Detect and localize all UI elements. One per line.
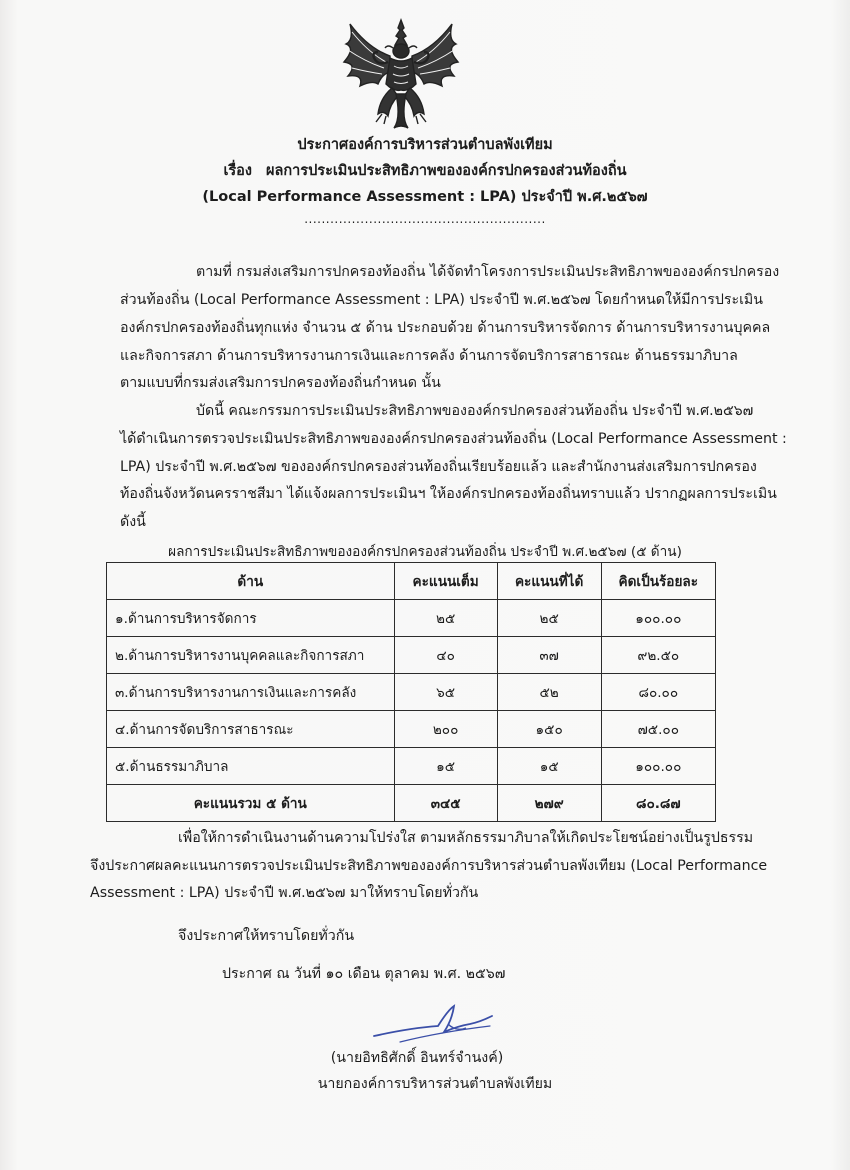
- percent-cell: ๗๕.๐๐: [601, 711, 715, 748]
- paragraph-line: เพื่อให้การดำเนินงานด้านความโปร่งใส ตามหลักธรรมาภิบาลให้เกิดประโยชน์อย่างเป็นรูปธรรม: [178, 830, 754, 846]
- header-full-score: คะแนนเต็ม: [394, 563, 497, 600]
- paragraph-line: ได้ดำเนินการตรวจประเมินประสิทธิภาพขององค์กรปกครองส่วนท้องถิ่น (Local Performance Assessment :: [120, 431, 787, 447]
- full-score-cell: ๒๕: [394, 600, 497, 637]
- total-label-cell: คะแนนรวม ๕ ด้าน: [107, 785, 395, 822]
- area-cell: ๓.ด้านการบริหารงานการเงินและการคลัง: [107, 674, 395, 711]
- area-cell: ๕.ด้านธรรมาภิบาล: [107, 748, 395, 785]
- table-row: [107, 600, 716, 637]
- table-row: [107, 637, 716, 674]
- subject-label: เรื่อง: [223, 163, 252, 179]
- full-score-cell: ๑๕: [394, 748, 497, 785]
- header-percent: คิดเป็นร้อยละ: [601, 563, 715, 600]
- total-percent-cell: ๘๐.๘๗: [601, 785, 715, 822]
- table-header-row: [107, 563, 716, 600]
- full-score-cell: ๔๐: [394, 637, 497, 674]
- paragraph-line: บัดนี้ คณะกรรมการประเมินประสิทธิภาพขององค์กรปกครองส่วนท้องถิ่น ประจำปี พ.ศ.๒๕๖๗: [196, 403, 754, 419]
- percent-cell: ๘๐.๐๐: [601, 674, 715, 711]
- announce-line: จึงประกาศให้ทราบโดยทั่วกัน: [178, 928, 355, 944]
- paragraph-line: ท้องถิ่นจังหวัดนครราชสีมา ได้แจ้งผลการประเมินฯ ให้องค์กรปกครองท้องถิ่นทราบแล้ว ปรากฏผลการประเมิน: [120, 486, 777, 502]
- paragraph-line: ดังนี้: [120, 514, 146, 530]
- score-cell: ๒๕: [497, 600, 601, 637]
- table-total-row: [107, 785, 716, 822]
- date-line: ประกาศ ณ วันที่ ๑๐ เดือน ตุลาคม พ.ศ. ๒๕๖๗: [222, 966, 506, 982]
- garuda-emblem: [338, 18, 464, 130]
- assessment-table: [106, 562, 716, 822]
- area-cell: ๔.ด้านการจัดบริการสาธารณะ: [107, 711, 395, 748]
- announcement-subject: [0, 159, 850, 182]
- paragraph-line: Assessment : LPA) ประจำปี พ.ศ.๒๕๖๗ มาให้ทราบโดยทั่วกัน: [90, 885, 479, 901]
- separator: ........................................................: [304, 212, 546, 226]
- paragraph-line: ตามแบบที่กรมส่งเสริมการปกครองท้องถิ่นกำหนด นั้น: [120, 375, 441, 391]
- paragraph-line: ตามที่ กรมส่งเสริมการปกครองท้องถิ่น ได้จัดทำโครงการประเมินประสิทธิภาพขององค์กรปกครอง: [196, 264, 780, 280]
- area-cell: ๒.ด้านการบริหารงานบุคคลและกิจการสภา: [107, 637, 395, 674]
- score-cell: ๑๕๐: [497, 711, 601, 748]
- paragraph-line: ส่วนท้องถิ่น (Local Performance Assessment : LPA) ประจำปี พ.ศ.๒๕๖๗ โดยกำหนดให้มีการประเมิน: [120, 292, 763, 308]
- paragraph-line: จึงประกาศผลคะแนนการตรวจประเมินประสิทธิภาพขององค์การบริหารส่วนตำบลพังเทียม (Local Performance: [90, 858, 768, 874]
- announcement-title: ประกาศองค์การบริหารส่วนตำบลพังเทียม: [297, 137, 553, 153]
- table-row: [107, 748, 716, 785]
- score-cell: ๑๕: [497, 748, 601, 785]
- score-cell: ๕๒: [497, 674, 601, 711]
- signatory-position: นายกองค์การบริหารส่วนตำบลพังเทียม: [317, 1076, 553, 1092]
- table-row: [107, 674, 716, 711]
- paragraph-line: และกิจการสภา ด้านการบริหารงานการเงินและการคลัง ด้านการจัดบริการสาธารณะ ด้านธรรมาภิบาล: [120, 348, 738, 364]
- header-area: ด้าน: [107, 563, 395, 600]
- total-score-cell: ๒๗๙: [497, 785, 601, 822]
- table-row: [107, 711, 716, 748]
- paragraph-line: องค์กรปกครองท้องถิ่นทุกแห่ง จำนวน ๕ ด้าน ประกอบด้วย ด้านการบริหารจัดการ ด้านการบริหารงานบุคคล: [120, 320, 771, 336]
- area-cell: ๑.ด้านการบริหารจัดการ: [107, 600, 395, 637]
- percent-cell: ๑๐๐.๐๐: [601, 748, 715, 785]
- percent-cell: ๑๐๐.๐๐: [601, 600, 715, 637]
- header-score: คะแนนที่ได้: [497, 563, 601, 600]
- full-score-cell: ๒๐๐: [394, 711, 497, 748]
- total-full-score-cell: ๓๔๕: [394, 785, 497, 822]
- percent-cell: ๙๒.๕๐: [601, 637, 715, 674]
- table-caption: ผลการประเมินประสิทธิภาพขององค์กรปกครองส่วนท้องถิ่น ประจำปี พ.ศ.๒๕๖๗ (๕ ด้าน): [168, 544, 682, 560]
- announcement-subject-line2: (Local Performance Assessment : LPA) ประจำปี พ.ศ.๒๕๖๗: [202, 189, 648, 205]
- subject-text: ผลการประเมินประสิทธิภาพขององค์กรปกครองส่วนท้องถิ่น: [265, 163, 627, 179]
- signature: [370, 1002, 520, 1048]
- signatory-name: (นายอิทธิศักดิ์ อินทร์จำนงค์): [330, 1050, 504, 1066]
- full-score-cell: ๖๕: [394, 674, 497, 711]
- paragraph-line: LPA) ประจำปี พ.ศ.๒๕๖๗ ขององค์กรปกครองส่วนท้องถิ่นเรียบร้อยแล้ว และสำนักงานส่งเสริมการปกครอง: [120, 459, 757, 475]
- score-cell: ๓๗: [497, 637, 601, 674]
